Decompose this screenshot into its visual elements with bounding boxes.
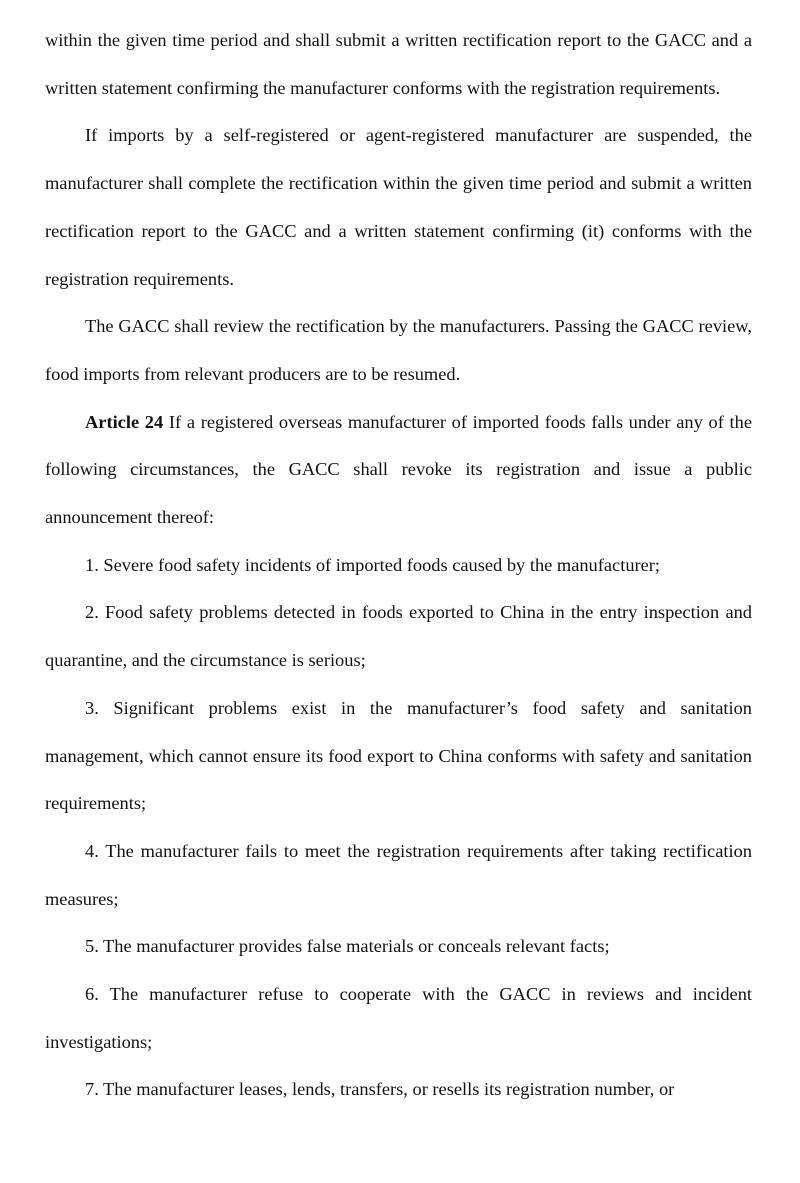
- list-item: 4. The manufacturer fails to meet the registration requirements after taking rectification measures;: [45, 840, 752, 909]
- paragraph-article-24: [45, 399, 752, 542]
- paragraph-suspension: If imports by a self-registered or agent-registered manufacturer are suspended, the manufacturer shall complete the rectification within the given time period and submit a written rectification report to the GACC and a written statement confirming (it) conforms with the registration requirements.: [45, 125, 752, 289]
- paragraph-continuation: within the given time period and shall submit a written rectification report to the GACC and a written statement confirming the manufacturer conforms with the registration requirements.: [45, 30, 752, 98]
- article-heading: Article 24: [85, 411, 164, 432]
- document-page: [45, 17, 752, 1114]
- list-item: 7. The manufacturer leases, lends, transfers, or resells its registration number, or: [85, 1079, 675, 1100]
- list-item: 2. Food safety problems detected in foods exported to China in the entry inspection and quarantine, and the circumstance is serious;: [45, 602, 752, 671]
- list-item: 5. The manufacturer provides false materials or conceals relevant facts;: [85, 936, 610, 957]
- list-item: 1. Severe food safety incidents of imported foods caused by the manufacturer;: [85, 554, 661, 575]
- list-item: 3. Significant problems exist in the manufacturer’s food safety and sanitation management, which cannot ensure its food export to China conforms with safety and sanitation requirements;: [45, 697, 752, 814]
- article-text: If a registered overseas manufacturer of imported foods falls under any of the following circumstances, the GACC shall revoke its registration and issue a public announcement thereof:: [45, 411, 752, 528]
- paragraph-review: The GACC shall review the rectification by the manufacturers. Passing the GACC review, food imports from relevant producers are to be resumed.: [45, 316, 752, 384]
- list-item: 6. The manufacturer refuse to cooperate with the GACC in reviews and incident investigations;: [45, 984, 752, 1052]
